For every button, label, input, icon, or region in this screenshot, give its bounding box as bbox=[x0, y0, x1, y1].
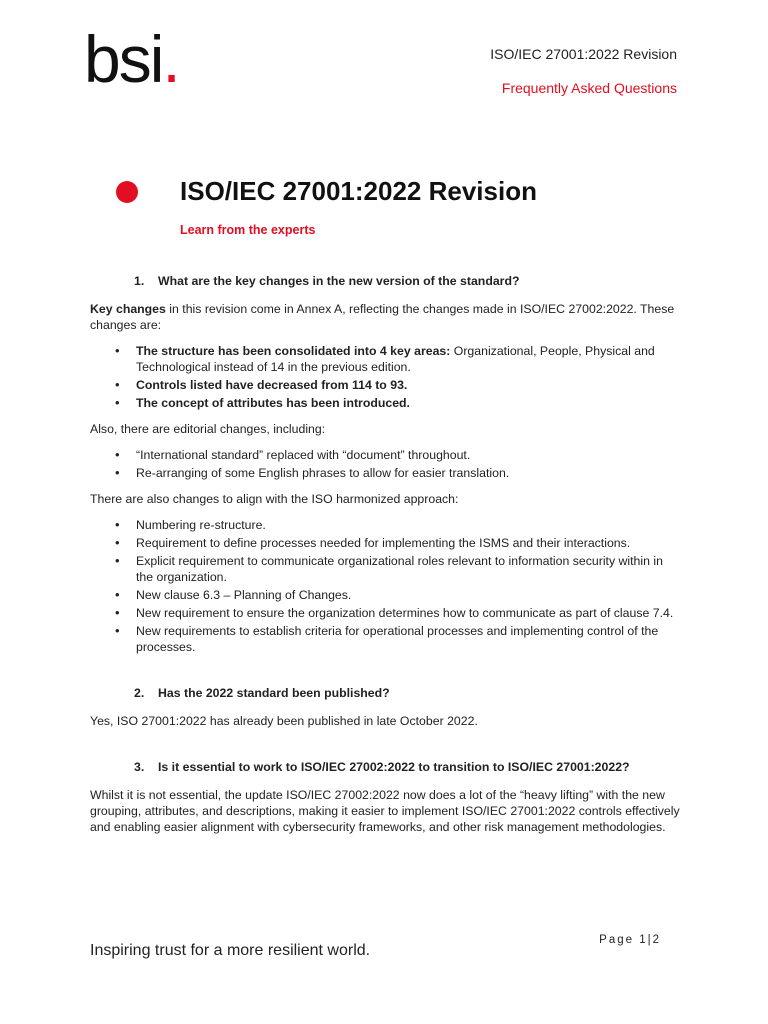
footer-tagline: Inspiring trust for a more resilient world. bbox=[90, 942, 371, 959]
list-item: • Explicit requirement to communicate organizational roles relevant to information security within in the organization. bbox=[90, 553, 680, 585]
harmonized-intro: There are also changes to align with the ISO harmonized approach: bbox=[90, 492, 459, 506]
red-dot-decoration bbox=[116, 181, 138, 203]
intro-bold: Key changes bbox=[90, 302, 166, 316]
question-3 bbox=[134, 759, 680, 775]
list-item: • New requirements to establish criteria for operational processes and implementing control of the processes. bbox=[90, 623, 680, 655]
question-text: Has the 2022 standard been published? bbox=[158, 686, 390, 700]
document-body bbox=[90, 273, 680, 845]
list-item: • Requirement to define processes needed for implementing the ISMS and their interactions. bbox=[90, 535, 680, 551]
answer-2: Yes, ISO 27001:2022 has already been published in late October 2022. bbox=[90, 714, 478, 728]
question-number: 2. bbox=[134, 686, 145, 700]
question-number: 3. bbox=[134, 760, 145, 774]
key-changes-intro bbox=[90, 301, 680, 333]
question-2 bbox=[134, 685, 680, 701]
logo-dot: . bbox=[162, 22, 179, 96]
header-subtitle: Frequently Asked Questions bbox=[501, 80, 677, 96]
question-text: What are the key changes in the new version of the standard? bbox=[158, 274, 520, 288]
editorial-intro: Also, there are editorial changes, including: bbox=[90, 422, 326, 436]
bsi-logo bbox=[84, 22, 179, 96]
header-title: ISO/IEC 27001:2022 Revision bbox=[490, 46, 677, 62]
list-item: • The concept of attributes has been introduced. bbox=[90, 395, 680, 411]
list-item: • “International standard” replaced with “document” throughout. bbox=[90, 447, 680, 463]
list-item: • Controls listed have decreased from 114 to 93. bbox=[90, 377, 680, 393]
page-number: Page 1|2 bbox=[599, 934, 661, 946]
list-item: • New requirement to ensure the organization determines how to communicate as part of clause 7.4. bbox=[90, 605, 680, 621]
list-item: • New clause 6.3 – Planning of Changes. bbox=[90, 587, 680, 603]
answer-3: Whilst it is not essential, the update ISO/IEC 27002:2022 now does a lot of the “heavy lifting” with the new grouping, attributes, and descriptions, making it easier to implement ISO/IEC 27001:2022 controls effectively and enabling easier alignment with cybersecurity frameworks, and other risk management methodologies. bbox=[90, 788, 680, 834]
question-text: Is it essential to work to ISO/IEC 27002:2022 to transition to ISO/IEC 27001:2022? bbox=[158, 760, 630, 774]
document-title: ISO/IEC 27001:2022 Revision bbox=[180, 176, 537, 206]
question-number: 1. bbox=[134, 274, 145, 288]
question-1 bbox=[134, 273, 680, 289]
key-changes-list bbox=[90, 343, 680, 411]
list-item: • Numbering re-structure. bbox=[90, 517, 680, 533]
logo-text: bsi bbox=[84, 22, 163, 96]
harmonized-list bbox=[90, 517, 680, 655]
list-item: • The structure has been consolidated into 4 key areas: Organizational, People, Physical and Technological instead of 14 in the previous edition. bbox=[90, 343, 680, 375]
list-item: • Re-arranging of some English phrases to allow for easier translation. bbox=[90, 465, 680, 481]
document-subtitle: Learn from the experts bbox=[180, 223, 316, 237]
intro-rest: in this revision come in Annex A, reflecting the changes made in ISO/IEC 27002:2022. These changes are: bbox=[90, 302, 675, 332]
editorial-list bbox=[90, 447, 680, 481]
